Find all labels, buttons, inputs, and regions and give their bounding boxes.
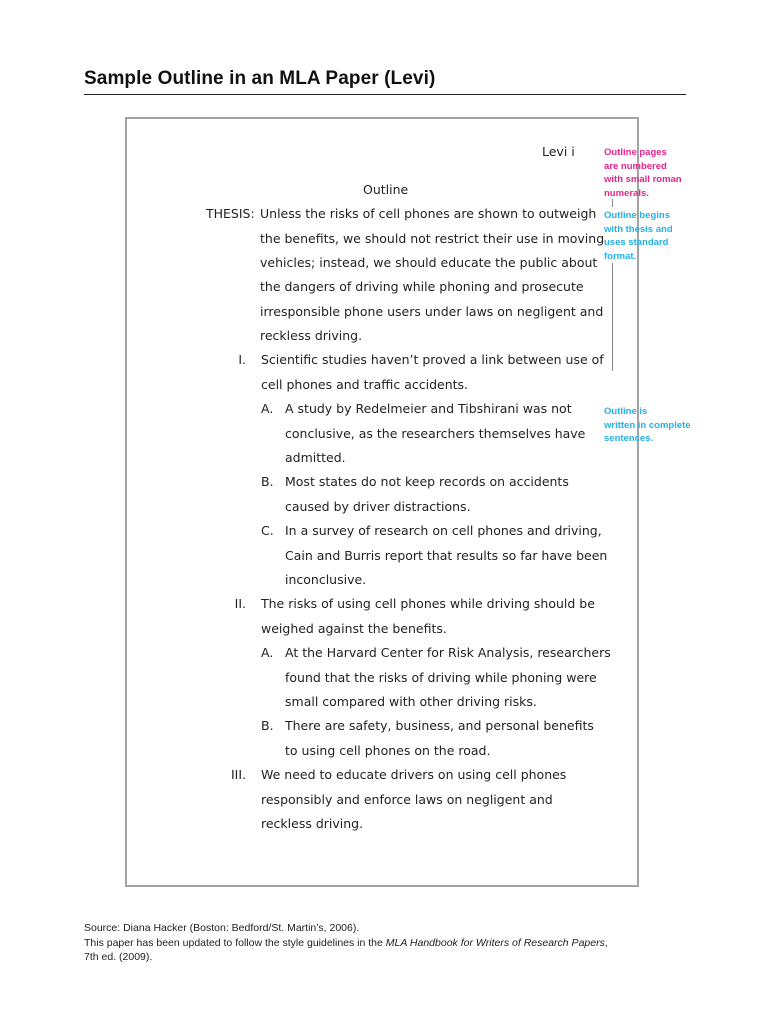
annotation-connector <box>612 199 613 207</box>
update-note-suffix: , <box>604 937 608 949</box>
sub-letter: C. <box>261 523 274 538</box>
thesis-line: reckless driving. <box>260 328 363 343</box>
annotation-line: numerals. <box>604 187 649 199</box>
sub-line: inconclusive. <box>285 572 367 587</box>
section-line: We need to educate drivers on using cell phones <box>261 767 567 782</box>
annotation-line: written in complete <box>604 419 691 431</box>
annotation-line: with small roman <box>604 174 682 185</box>
sub-line: found that the risks of driving while phoning were <box>285 670 597 685</box>
edition-note: 7th ed. (2009). <box>84 951 153 963</box>
section-numeral: III. <box>230 767 246 782</box>
section-numeral: II. <box>234 596 246 611</box>
title-divider <box>84 94 686 95</box>
annotation-line: are numbered <box>604 160 667 172</box>
sub-line: At the Harvard Center for Risk Analysis, researchers <box>285 645 611 660</box>
annotation-complete-sentences <box>604 405 691 446</box>
thesis-line: the dangers of driving while phoning and prosecute <box>260 279 584 294</box>
update-note <box>84 937 608 949</box>
sub-line: A study by Redelmeier and Tibshirani was not <box>285 401 572 416</box>
sub-letter: A. <box>261 645 274 660</box>
page-title: Sample Outline in an MLA Paper (Levi) <box>84 68 436 89</box>
section-line: The risks of using cell phones while driving should be <box>261 596 595 611</box>
sub-line: caused by driver distractions. <box>285 499 471 514</box>
sub-line: In a survey of research on cell phones and driving, <box>285 523 602 538</box>
section-line: reckless driving. <box>261 816 364 831</box>
thesis-line: irresponsible phone users under laws on negligent and <box>260 304 604 319</box>
annotation-line: sentences. <box>604 433 654 444</box>
annotation-line: Outline is <box>604 406 648 417</box>
annotation-line: uses standard <box>604 237 669 248</box>
section-line: weighed against the benefits. <box>261 621 447 636</box>
annotation-line: with thesis and <box>604 223 673 235</box>
annotation-line: Outline begins <box>604 210 670 221</box>
sub-line: Cain and Burris report that results so far have been <box>285 548 608 563</box>
thesis-line: the benefits, we should not restrict their use in moving <box>260 231 605 246</box>
source-citation: Source: Diana Hacker (Boston: Bedford/St. Martin’s, 2006). <box>84 922 360 934</box>
sub-line: Most states do not keep records on accidents <box>285 474 569 489</box>
sub-line: conclusive, as the researchers themselves have <box>285 426 586 441</box>
section-line: responsibly and enforce laws on negligent and <box>261 792 553 807</box>
annotation-roman-numerals <box>604 146 682 200</box>
outline-heading: Outline <box>363 182 409 197</box>
annotation-line: format. <box>604 250 637 262</box>
sub-line: to using cell phones on the road. <box>285 743 491 758</box>
sub-line: admitted. <box>285 450 346 465</box>
running-header: Levi i <box>542 144 575 159</box>
section-line: Scientific studies haven’t proved a link between use of <box>261 352 604 367</box>
section-numeral: I. <box>238 352 246 367</box>
thesis-label: THESIS: <box>206 206 255 221</box>
handbook-title: MLA Handbook for Writers of Research Papers <box>385 937 605 949</box>
update-note-prefix: This paper has been updated to follow the style guidelines in the <box>84 937 386 949</box>
section-line: cell phones and traffic accidents. <box>261 377 469 392</box>
annotation-connector <box>612 263 613 371</box>
sub-letter: B. <box>261 718 274 733</box>
thesis-line: vehicles; instead, we should educate the public about <box>260 255 598 270</box>
thesis-line: Unless the risks of cell phones are shown to outweigh <box>260 206 597 221</box>
sub-line: small compared with other driving risks. <box>285 694 537 709</box>
annotation-thesis-format <box>604 209 673 263</box>
sub-letter: B. <box>261 474 274 489</box>
sub-line: There are safety, business, and personal benefits <box>285 718 594 733</box>
annotation-line: Outline pages <box>604 147 667 158</box>
sub-letter: A. <box>261 401 274 416</box>
